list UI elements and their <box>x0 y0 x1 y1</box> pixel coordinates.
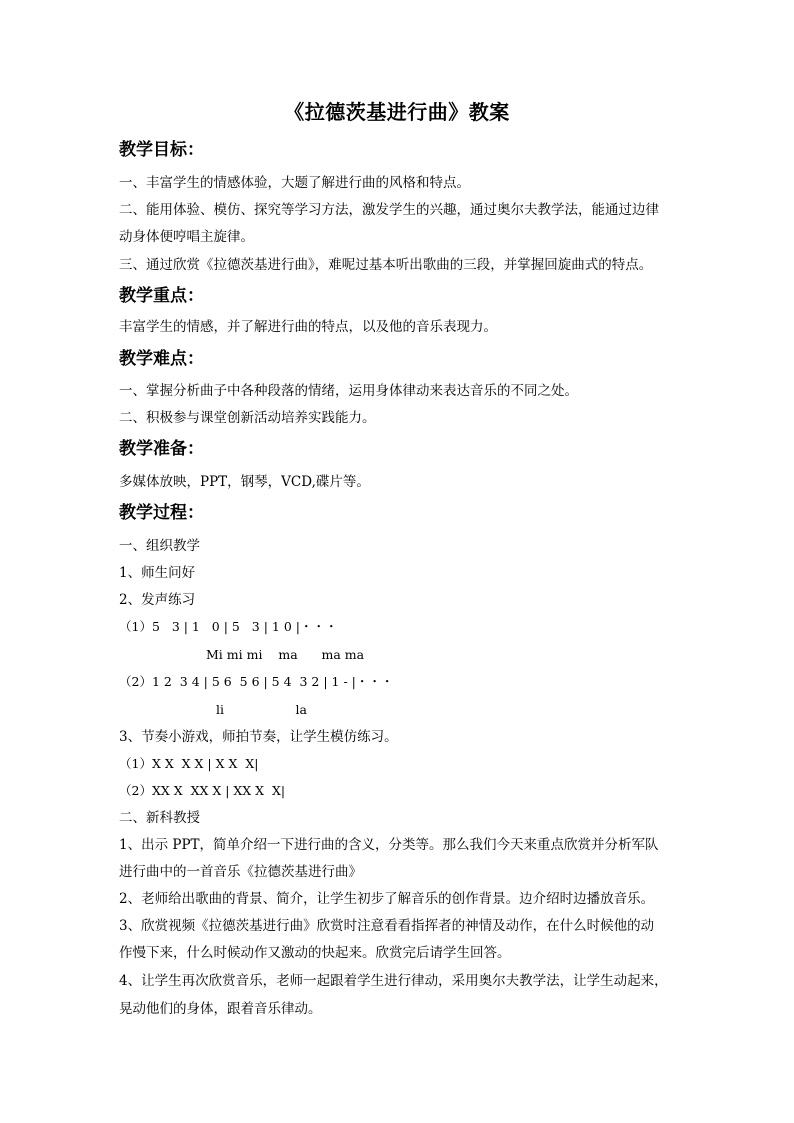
process-line-3: 2、发声练习 <box>119 592 196 608</box>
vocal-lyric-2: li la <box>216 702 307 717</box>
vocal-exercise-1: （1）5 3 | 1 0 | 5 3 | 1 0 |・・・ <box>119 619 338 634</box>
heading-preparation: 教学准备： <box>119 439 204 459</box>
heading-goals: 教学目标： <box>119 140 204 160</box>
process-line-4: 3、节奏小游戏，师拍节奏，让学生模仿练习。 <box>119 729 398 745</box>
new-lesson-4b: 晃动他们的身体，跟着音乐律动。 <box>119 1001 322 1017</box>
rhythm-2: （2）XX X XX X | XX X X| <box>119 783 286 798</box>
prep-line-1: 多媒体放映，PPT，钢琴，VCD,碟片等。 <box>119 474 370 490</box>
goals-line-2a: 二、能用体验、模仿、探究等学习方法，激发学生的兴趣，通过奥尔夫教学法，能通过边律 <box>119 202 659 218</box>
heading-key-points: 教学重点： <box>119 286 204 306</box>
heading-process: 教学过程： <box>119 503 204 523</box>
new-lesson-1b: 进行曲中的一首音乐《拉德茨基进行曲》 <box>119 864 362 880</box>
new-lesson-1a: 1、出示 PPT，简单介绍一下进行曲的含义，分类等。那么我们今天来重点欣赏并分析军队 <box>119 837 659 853</box>
process-line-2: 1、师生问好 <box>119 565 196 581</box>
new-lesson-4a: 4、让学生再次欣赏音乐，老师一起跟着学生进行律动，采用奥尔夫教学法，让学生动起来， <box>119 973 668 989</box>
process-line-1: 一、组织教学 <box>119 538 200 554</box>
new-lesson-2: 2、老师给出歌曲的背景、简介，让学生初步了解音乐的创作背景。边介绍时边播放音乐。 <box>119 891 655 907</box>
rhythm-1: （1）X X X X | X X X| <box>119 756 259 771</box>
goals-line-1: 一、丰富学生的情感体验，大题了解进行曲的风格和特点。 <box>119 175 470 191</box>
key-line-1: 丰富学生的情感，并了解进行曲的特点，以及他的音乐表现力。 <box>119 319 497 335</box>
vocal-lyric-1: Mi mi mi ma ma ma <box>206 647 365 662</box>
difficult-line-2: 二、积极参与课堂创新活动培养实践能力。 <box>119 410 376 426</box>
vocal-exercise-2: （2）1 2 3 4 | 5 6 5 6 | 5 4 3 2 | 1 - |・・・ <box>119 674 394 689</box>
difficult-line-1: 一、掌握分析曲子中各种段落的情绪，运用身体律动来表达音乐的不同之处。 <box>119 383 578 399</box>
process-line-5: 二、新科教授 <box>119 810 200 826</box>
document-title: 《拉德茨基进行曲》教案 <box>284 100 510 124</box>
new-lesson-3a: 3、欣赏视频《拉德茨基进行曲》欣赏时注意看看指挥者的神情及动作，在什么时候他的动 <box>119 918 655 934</box>
goals-line-3: 三、通过欣赏《拉德茨基进行曲》，难呢过基本听出歌曲的三段，并掌握回旋曲式的特点。 <box>119 257 653 273</box>
new-lesson-3b: 作慢下来，什么时候动作又激动的快起来。欣赏完后请学生回答。 <box>119 945 511 961</box>
goals-line-2b: 动身体便哼唱主旋律。 <box>119 229 254 245</box>
heading-difficult-points: 教学难点： <box>119 349 204 369</box>
